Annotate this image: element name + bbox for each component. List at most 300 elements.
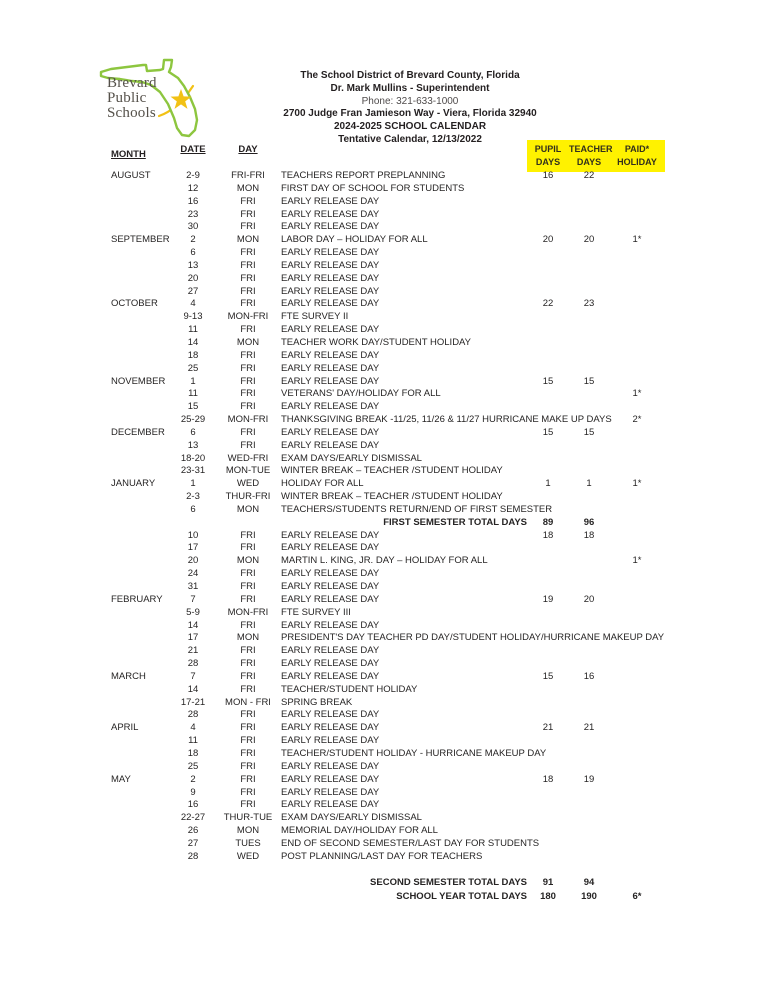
pupil-days-value [527, 697, 569, 710]
month-cell [111, 645, 171, 658]
teacher-days-value [569, 414, 609, 427]
teacher-days-value [569, 453, 609, 466]
day-cell: FRI [240, 298, 256, 310]
teacher-days-value [569, 363, 609, 376]
day-cell: FRI [240, 285, 256, 297]
paid-holiday-value [609, 709, 665, 722]
paid-holiday-value [609, 697, 665, 710]
month-cell: NOVEMBER [111, 375, 166, 387]
pupil-days-value [527, 684, 569, 697]
calendar-row [0, 427, 768, 440]
event-cell: SPRING BREAK [281, 696, 353, 708]
month-cell [111, 620, 171, 633]
event-cell: FTE SURVEY II [281, 311, 349, 323]
day-cell: THUR-TUE [223, 812, 273, 824]
paid-holiday-value [609, 812, 665, 825]
pupil-days-value: 18 [542, 529, 554, 541]
month-cell [111, 363, 171, 376]
pupil-days-value [527, 838, 569, 851]
date-cell: 12 [187, 182, 199, 194]
calendar-row [0, 542, 768, 555]
date-cell: 9-13 [183, 311, 203, 323]
date-cell: 6 [190, 426, 196, 438]
paid-holiday-value [609, 851, 665, 864]
pupil-days-value [527, 465, 569, 478]
month-cell [111, 209, 171, 222]
date-cell: 10 [187, 529, 199, 541]
teacher-days-value [569, 735, 609, 748]
day-cell: FRI [240, 221, 256, 233]
calendar-row [0, 530, 768, 543]
pupil-days-value [527, 620, 569, 633]
teacher-days-value [569, 337, 609, 350]
calendar-rows [0, 170, 768, 864]
date-cell: 5-9 [186, 606, 200, 618]
pupil-days-value [527, 209, 569, 222]
paid-holiday-value: 1* [632, 388, 642, 400]
calendar-row [0, 260, 768, 273]
month-cell [111, 401, 171, 414]
semester-total-row [0, 876, 768, 890]
date-cell: 26 [187, 825, 199, 837]
paid-holiday-value [609, 761, 665, 774]
event-cell: EARLY RELEASE DAY [281, 722, 380, 734]
event-cell: EARLY RELEASE DAY [281, 221, 380, 233]
address-line: 2700 Judge Fran Jamieson Way - Viera, Florida 32940 [283, 108, 537, 120]
month-cell [111, 607, 171, 620]
teacher-days-value [569, 825, 609, 838]
date-cell: 11 [188, 735, 198, 747]
teacher-days-value [569, 504, 609, 517]
column-header-teacher-days: TEACHER DAYS [569, 144, 613, 167]
event-cell: PRESIDENT'S DAY TEACHER PD DAY/STUDENT HOLIDAY/HURRICANE MAKEUP DAY [281, 632, 665, 644]
month-cell [111, 504, 171, 517]
pupil-days-value [527, 350, 569, 363]
event-cell: FTE SURVEY III [281, 606, 351, 618]
month-cell: AUGUST [111, 170, 151, 181]
teacher-days-value [569, 787, 609, 800]
paid-holiday-value [609, 453, 665, 466]
event-cell: EARLY RELEASE DAY [281, 259, 380, 271]
calendar-row [0, 209, 768, 222]
calendar-row [0, 298, 768, 311]
day-cell: FRI [240, 568, 256, 580]
day-cell: FRI [240, 786, 256, 798]
calendar-row [0, 799, 768, 812]
paid-holiday-value [609, 350, 665, 363]
teacher-days-value: 15 [583, 426, 595, 438]
pupil-days-value [527, 311, 569, 324]
pupil-days-value [527, 324, 569, 337]
event-cell: END OF SECOND SEMESTER/LAST DAY FOR STUDENTS [281, 837, 540, 849]
column-header-day: DAY [238, 144, 258, 155]
day-cell: FRI [240, 388, 256, 400]
pupil-days-value [527, 183, 569, 196]
date-cell: 17-21 [180, 696, 206, 708]
paid-holiday-value [609, 273, 665, 286]
day-cell: FRI [240, 208, 256, 220]
paid-holiday-value [609, 748, 665, 761]
teacher-days-value [569, 799, 609, 812]
month-cell [111, 851, 171, 864]
event-cell: TEACHERS REPORT PREPLANNING [281, 170, 446, 181]
month-cell [111, 530, 171, 543]
pupil-days-value [527, 337, 569, 350]
month-cell: DECEMBER [111, 426, 165, 438]
date-cell: 6 [190, 247, 196, 259]
calendar-row [0, 748, 768, 761]
teacher-days-value [569, 761, 609, 774]
date-cell: 11 [188, 388, 198, 400]
date-cell: 14 [187, 619, 199, 631]
paid-holiday-value [609, 517, 665, 530]
date-cell: 24 [187, 568, 199, 580]
month-cell [111, 555, 171, 568]
pupil-days-value [527, 825, 569, 838]
teacher-days-value [569, 542, 609, 555]
paid-holiday-value [609, 286, 665, 299]
day-cell: MON-FRI [227, 311, 269, 323]
calendar-row [0, 286, 768, 299]
calendar-row [0, 337, 768, 350]
paid-holiday-value [609, 530, 665, 543]
teacher-days-value [569, 709, 609, 722]
paid-holiday-value [609, 491, 665, 504]
paid-holiday-value [609, 298, 665, 311]
teacher-days-value [569, 620, 609, 633]
calendar-row [0, 722, 768, 735]
day-cell: FRI [240, 747, 256, 759]
date-cell: 23-31 [180, 465, 206, 477]
pupil-days-value [527, 260, 569, 273]
month-cell: SEPTEMBER [111, 234, 170, 246]
paid-holiday-value [609, 684, 665, 697]
calendar-row [0, 684, 768, 697]
event-cell: EARLY RELEASE DAY [281, 760, 380, 772]
date-cell: 2 [190, 234, 196, 246]
day-cell: MON [236, 503, 260, 515]
day-cell: FRI [240, 542, 256, 554]
day-cell: FRI [240, 439, 256, 451]
day-cell: FRI [240, 683, 256, 695]
total-label: FIRST SEMESTER TOTAL DAYS [383, 516, 527, 528]
pupil-days-value: 15 [542, 426, 554, 438]
paid-holiday-value [609, 260, 665, 273]
event-cell: EARLY RELEASE DAY [281, 208, 380, 220]
day-cell: WED [236, 478, 260, 490]
month-cell [111, 465, 171, 478]
day-cell: FRI [240, 593, 256, 605]
paid-holiday-value [609, 774, 665, 787]
paid-holiday-value [609, 337, 665, 350]
calendar-row [0, 234, 768, 247]
teacher-days-value [569, 581, 609, 594]
day-cell: FRI [240, 735, 256, 747]
calendar-row [0, 350, 768, 363]
date-cell: 20 [187, 272, 199, 284]
date-cell: 2-3 [186, 491, 200, 503]
pupil-days-value [527, 568, 569, 581]
teacher-days-value [569, 568, 609, 581]
pupil-days-value [527, 787, 569, 800]
date-cell: 1 [190, 375, 196, 387]
teacher-days-value [569, 440, 609, 453]
pupil-days-value [527, 273, 569, 286]
teacher-days-value: 1 [586, 478, 592, 490]
paid-holiday-value [609, 645, 665, 658]
month-cell [111, 761, 171, 774]
calendar-row [0, 440, 768, 453]
teacher-days-value: 94 [583, 877, 595, 888]
calendar-row [0, 504, 768, 517]
day-cell: FRI [240, 581, 256, 592]
event-cell: EARLY RELEASE DAY [281, 529, 380, 541]
date-cell: 7 [190, 670, 196, 682]
paid-holiday-value [609, 825, 665, 838]
day-cell: MON [236, 336, 260, 348]
pupil-days-value: 16 [542, 170, 554, 181]
month-cell [111, 799, 171, 812]
event-cell: EARLY RELEASE DAY [281, 362, 380, 374]
teacher-days-value [569, 260, 609, 273]
event-cell: EARLY RELEASE DAY [281, 709, 380, 721]
paid-holiday-value [609, 324, 665, 337]
event-cell: EARLY RELEASE DAY [281, 670, 380, 682]
event-cell: EARLY RELEASE DAY [281, 645, 380, 657]
pupil-days-value [527, 632, 569, 645]
paid-holiday-value [609, 311, 665, 324]
paid-holiday-value [609, 183, 665, 196]
date-cell: 25 [187, 760, 199, 772]
pupil-days-value: 22 [542, 298, 554, 310]
calendar-row [0, 658, 768, 671]
date-cell: 17 [187, 542, 199, 554]
teacher-days-value: 19 [583, 773, 595, 785]
paid-holiday-value [609, 671, 665, 684]
date-cell: 16 [187, 195, 199, 207]
calendar-row [0, 196, 768, 209]
month-cell [111, 491, 171, 504]
pupil-days-value [527, 761, 569, 774]
month-cell [111, 414, 171, 427]
pupil-days-value [527, 542, 569, 555]
date-cell: 9 [190, 786, 196, 798]
event-cell: THANKSGIVING BREAK -11/25, 11/26 & 11/27 HURRICANE MAKE UP DAYS [281, 414, 612, 426]
teacher-days-value [569, 684, 609, 697]
date-cell: 7 [190, 593, 196, 605]
day-cell: MON-FRI [227, 414, 269, 426]
month-cell: JANUARY [111, 478, 156, 490]
month-cell [111, 388, 171, 401]
paid-holiday-value [609, 247, 665, 260]
month-cell [111, 658, 171, 671]
paid-holiday-value [609, 376, 665, 389]
day-cell: FRI [240, 324, 256, 336]
month-cell [111, 350, 171, 363]
event-cell: EARLY RELEASE DAY [281, 439, 380, 451]
teacher-days-value [569, 401, 609, 414]
event-cell: TEACHER/STUDENT HOLIDAY - HURRICANE MAKEUP DAY [281, 747, 547, 759]
day-cell: FRI [240, 401, 256, 413]
date-cell: 16 [187, 799, 199, 811]
calendar-row [0, 491, 768, 504]
month-cell [111, 632, 171, 645]
month-cell [111, 542, 171, 555]
pupil-days-value: 180 [540, 891, 556, 902]
date-cell: 14 [187, 336, 199, 348]
superintendent-line: Dr. Mark Mullins - Superintendent [330, 82, 490, 94]
month-cell [111, 748, 171, 761]
day-cell: FRI [240, 722, 256, 734]
calendar-row [0, 453, 768, 466]
paid-holiday-value [609, 568, 665, 581]
event-cell: POST PLANNING/LAST DAY FOR TEACHERS [281, 850, 483, 862]
date-cell: 1 [190, 478, 196, 490]
event-cell: EXAM DAYS/EARLY DISMISSAL [281, 812, 422, 824]
date-cell: 20 [187, 555, 199, 567]
teacher-days-value [569, 196, 609, 209]
paid-holiday-value [609, 722, 665, 735]
date-cell: 18 [187, 349, 199, 361]
teacher-days-value [569, 247, 609, 260]
day-cell: MON-FRI [227, 606, 269, 618]
event-cell: EARLY RELEASE DAY [281, 426, 380, 438]
pupil-days-value [527, 247, 569, 260]
day-cell: WED [236, 850, 260, 862]
month-cell [111, 581, 171, 594]
paid-holiday-value [609, 440, 665, 453]
calendar-row [0, 376, 768, 389]
calendar-row [0, 825, 768, 838]
paid-holiday-value [609, 799, 665, 812]
event-cell: EARLY RELEASE DAY [281, 786, 380, 798]
paid-holiday-value [609, 196, 665, 209]
day-cell: FRI [240, 709, 256, 721]
day-cell: FRI [240, 799, 256, 811]
event-cell: EARLY RELEASE DAY [281, 773, 380, 785]
teacher-days-value: 21 [583, 722, 595, 734]
date-cell: 27 [187, 837, 199, 849]
district-name: The School District of Brevard County, Florida [300, 70, 520, 81]
month-cell [111, 735, 171, 748]
event-cell: EARLY RELEASE DAY [281, 735, 380, 747]
day-cell: FRI [240, 529, 256, 541]
pupil-days-value: 15 [542, 375, 554, 387]
day-cell: FRI [240, 658, 256, 670]
event-cell: EARLY RELEASE DAY [281, 298, 380, 310]
event-cell: EARLY RELEASE DAY [281, 593, 380, 605]
teacher-days-value [569, 286, 609, 299]
date-cell: 22-27 [180, 812, 206, 824]
paid-holiday-value [609, 221, 665, 234]
date-cell: 4 [190, 722, 196, 734]
semester-total-row [0, 890, 768, 904]
paid-holiday-value [609, 465, 665, 478]
date-cell: 23 [187, 208, 199, 220]
day-cell: FRI [240, 272, 256, 284]
month-cell [111, 311, 171, 324]
logo-line: Public [107, 90, 147, 106]
calendar-row [0, 401, 768, 414]
day-cell: MON [236, 234, 260, 246]
paid-holiday-value: 1* [632, 478, 642, 490]
event-cell: EARLY RELEASE DAY [281, 658, 380, 670]
calendar-row [0, 697, 768, 710]
month-cell [111, 684, 171, 697]
date-cell: 25 [187, 362, 199, 374]
event-cell: EARLY RELEASE DAY [281, 247, 380, 259]
date-cell: 21 [187, 645, 199, 657]
calendar-row [0, 735, 768, 748]
event-cell: TEACHER WORK DAY/STUDENT HOLIDAY [281, 336, 472, 348]
pupil-days-value: 21 [542, 722, 554, 734]
calendar-row [0, 671, 768, 684]
pupil-days-value [527, 440, 569, 453]
event-cell: WINTER BREAK – TEACHER /STUDENT HOLIDAY [281, 465, 503, 477]
teacher-days-value [569, 555, 609, 568]
column-header-month: MONTH [111, 149, 146, 160]
event-cell: HOLIDAY FOR ALL [281, 478, 364, 490]
column-header-date: DATE [180, 144, 206, 155]
paid-holiday-value [609, 401, 665, 414]
day-cell: FRI [240, 670, 256, 682]
event-cell: MEMORIAL DAY/HOLIDAY FOR ALL [281, 825, 438, 837]
teacher-days-value: 18 [583, 529, 595, 541]
month-cell [111, 221, 171, 234]
pupil-days-value [527, 812, 569, 825]
day-cell: MON [236, 632, 260, 644]
teacher-days-value [569, 632, 609, 645]
month-cell [111, 453, 171, 466]
pupil-days-value [527, 709, 569, 722]
month-cell [111, 286, 171, 299]
month-cell: APRIL [111, 722, 139, 734]
month-cell: OCTOBER [111, 298, 158, 310]
pupil-days-value [527, 453, 569, 466]
logo-line: Schools [107, 105, 156, 121]
paid-holiday-value [609, 838, 665, 851]
event-cell: EARLY RELEASE DAY [281, 349, 380, 361]
day-cell: FRI [240, 773, 256, 785]
paid-holiday-value: 6* [632, 891, 642, 902]
pupil-days-value [527, 491, 569, 504]
date-cell: 6 [190, 503, 196, 515]
teacher-days-value [569, 324, 609, 337]
paid-holiday-value [609, 620, 665, 633]
month-cell [111, 787, 171, 800]
paid-holiday-value [609, 542, 665, 555]
pupil-days-value: 18 [542, 773, 554, 785]
paid-holiday-value [609, 581, 665, 594]
pupil-days-value [527, 401, 569, 414]
calendar-row [0, 311, 768, 324]
month-cell: MARCH [111, 670, 146, 682]
calendar-row [0, 838, 768, 851]
day-cell: TUES [235, 837, 261, 849]
teacher-days-value: 190 [581, 891, 597, 902]
calendar-row [0, 645, 768, 658]
day-cell: FRI [240, 760, 256, 772]
paid-holiday-value [609, 427, 665, 440]
day-cell: FRI [240, 645, 256, 657]
event-cell: EARLY RELEASE DAY [281, 272, 380, 284]
day-cell: THUR-FRI [225, 491, 271, 503]
event-cell: VETERANS' DAY/HOLIDAY FOR ALL [281, 388, 441, 400]
pupil-days-value: 20 [542, 234, 554, 246]
paid-holiday-value [609, 735, 665, 748]
total-label: SECOND SEMESTER TOTAL DAYS [370, 877, 527, 888]
highlighted-days-header [527, 140, 665, 172]
